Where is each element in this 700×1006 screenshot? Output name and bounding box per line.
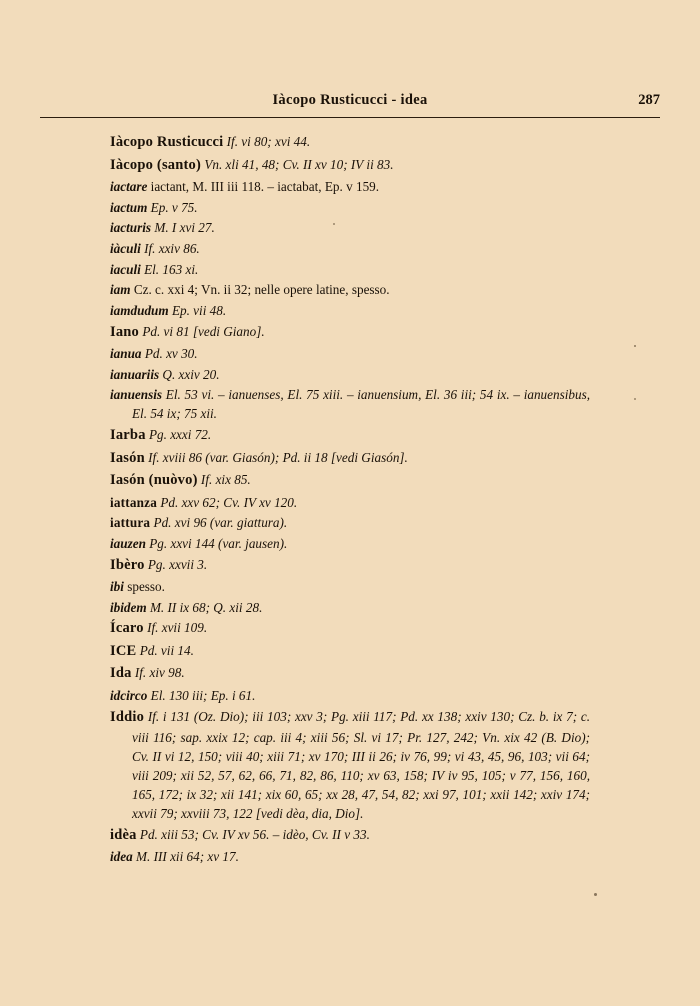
dictionary-entry [110,448,590,469]
entry-body: spesso. [127,579,165,595]
dictionary-entry [110,177,590,196]
dictionary-entry [110,707,590,824]
speck-mark [634,345,636,347]
entry-body: M. I xvi 27. [154,220,215,236]
dictionary-entry [110,513,590,532]
dictionary-entry [110,365,590,384]
entry-headword: iam [110,282,131,298]
entry-headword: ianua [110,346,142,362]
entry-body: El. 130 iii; Ep. i 61. [150,687,256,703]
dictionary-entry [110,218,590,237]
entry-headword: iactum [110,199,148,215]
entry-headword: Ida [110,665,132,682]
dictionary-entry [110,385,590,423]
entry-body: If. xviii 86 (var. Giasón); Pd. ii 18 [vedi Giasón]. [148,449,408,465]
entry-body: Pg. xxvi 144 (var. jausen). [149,535,288,551]
entry-headword: iaculi [110,261,141,277]
entry-body: Pd. xxv 62; Cv. IV xv 120. [160,494,298,510]
entry-body: Pg. xxxi 72. [148,427,212,443]
entry-headword: iamdudum [110,302,169,318]
entry-headword: Iàcopo Rusticucci [110,134,224,150]
dictionary-entry [110,534,590,553]
entry-headword: Iàcopo (santo) [110,156,202,173]
dictionary-entry [110,577,590,596]
dictionary-entry [110,493,590,512]
entry-body: Ep. v 75. [150,199,198,215]
entry-body: If. xxiv 86. [144,240,200,256]
entry-headword: Iasón (nuòvo) [110,472,198,489]
speck-mark [634,398,636,400]
running-title: Iàcopo Rusticucci - idea [272,92,428,108]
entry-headword: iacturis [110,220,152,236]
entry-headword: Iasón [110,449,145,466]
dictionary-entry [110,825,590,846]
entry-body: Pd. xv 30. [144,346,198,362]
dictionary-entry [110,598,590,617]
entry-body: El. 53 vi. – ianuenses, El. 75 xiii. – ianuensium, El. 36 iii; 54 ix. – ianuensibus, El. 54 ix; 75 xii. [132,387,591,422]
entry-body: Vn. xli 41, 48; Cv. II xv 10; IV ii 83. [204,156,394,172]
entry-body: Q. xxiv 20. [162,366,220,382]
dictionary-entry [110,280,590,299]
entry-headword: ibidem [110,599,147,615]
entry-headword: iattanza [110,494,158,510]
dictionary-entry [110,641,590,662]
entry-body: If. xvii 109. [147,620,208,636]
dictionary-entry [110,322,590,343]
entry-body: Pg. xxvii 3. [147,556,208,572]
dictionary-entry [110,425,590,446]
header-divider [40,117,660,118]
entry-headword: Iano [110,323,140,340]
dictionary-entry [110,344,590,363]
entry-body: M. II ix 68; Q. xii 28. [149,599,263,615]
entry-body: Ep. vii 48. [171,302,227,318]
entry-headword: ICE [110,642,137,659]
dictionary-entry [110,239,590,258]
entry-body: Pd. xvi 96 (var. giattura). [153,515,288,531]
entry-body: Pd. vi 81 [vedi Giano]. [142,323,265,339]
entry-headword: Iarba [110,427,146,444]
dictionary-entry [110,470,590,491]
dictionary-entry [110,301,590,320]
entry-body: El. 163 xi. [144,261,199,277]
entry-headword: iàculi [110,240,141,256]
entry-body: If. xix 85. [200,472,251,488]
dictionary-entry [110,686,590,705]
entry-headword: idèa [110,826,137,843]
dictionary-entry [110,155,590,176]
page-number: 287 [638,92,660,108]
entry-list [110,132,590,868]
entry-body: iactant, M. III iii 118. – iactabat, Ep. v 159. [150,179,380,195]
dictionary-entry [110,555,590,576]
entry-headword: idea [110,849,133,865]
entry-body: If. i 131 (Oz. Dio); iii 103; xxv 3; Pg. xiii 117; Pd. xx 138; xxiv 130; Cz. b. ix 7; c. viii 116; sap. xxix 12; cap. iii 4; xiii 56; Sl. vi 17; Pr. 127, 242; Vn. xix 42 (B. Dio); Cv. II vi 12, 150; viii 40; xiii 71; xv 170; III ii 26; iv 76, 99; vi 43, 45, 96, 103; vii 64; viii 209; xii 52, 57, 62, 66, 71, 82, 86, 110; xv 63, 158; IV iv 95, 105; v 77, 156, 160, 165, 172; ix 32; xii 141; xix 60, 65; xx 28, 47, 54, 82; xxi 97, 101; xxii 142; xxiv 174; xxvii 79; xxviii 73, 122 [vedi dèa, dia, Dio]. [132,708,591,822]
entry-headword: iattura [110,515,151,531]
entry-body: M. III xii 64; xv 17. [136,849,239,865]
entry-headword: Iddio [110,708,145,725]
dictionary-entry [110,198,590,217]
dictionary-entry [110,260,590,279]
entry-body: Cz. c. xxi 4; Vn. ii 32; nelle opere latine, spesso. [133,282,390,298]
entry-headword: iactare [110,179,148,195]
entry-body: If. xiv 98. [134,665,185,681]
entry-body: Pd. xiii 53; Cv. IV xv 56. – idèo, Cv. II v 33. [139,826,370,842]
entry-body: If. vi 80; xvi 44. [226,134,311,149]
speck-mark [594,893,597,896]
dictionary-entry [110,663,590,684]
entry-headword: ibi [110,579,124,595]
entry-headword: iauzen [110,535,146,551]
entry-headword: ianuariis [110,366,160,382]
entry-body: Pd. vii 14. [139,642,194,658]
entry-headword: ianuensis [110,387,163,403]
dictionary-entry [110,847,590,866]
entry-headword: Ícaro [110,620,144,637]
dictionary-entry [110,618,590,639]
dictionary-entry [110,132,590,153]
page-header [40,92,660,118]
entry-headword: Ibèro [110,556,145,573]
entry-headword: idcirco [110,687,148,703]
